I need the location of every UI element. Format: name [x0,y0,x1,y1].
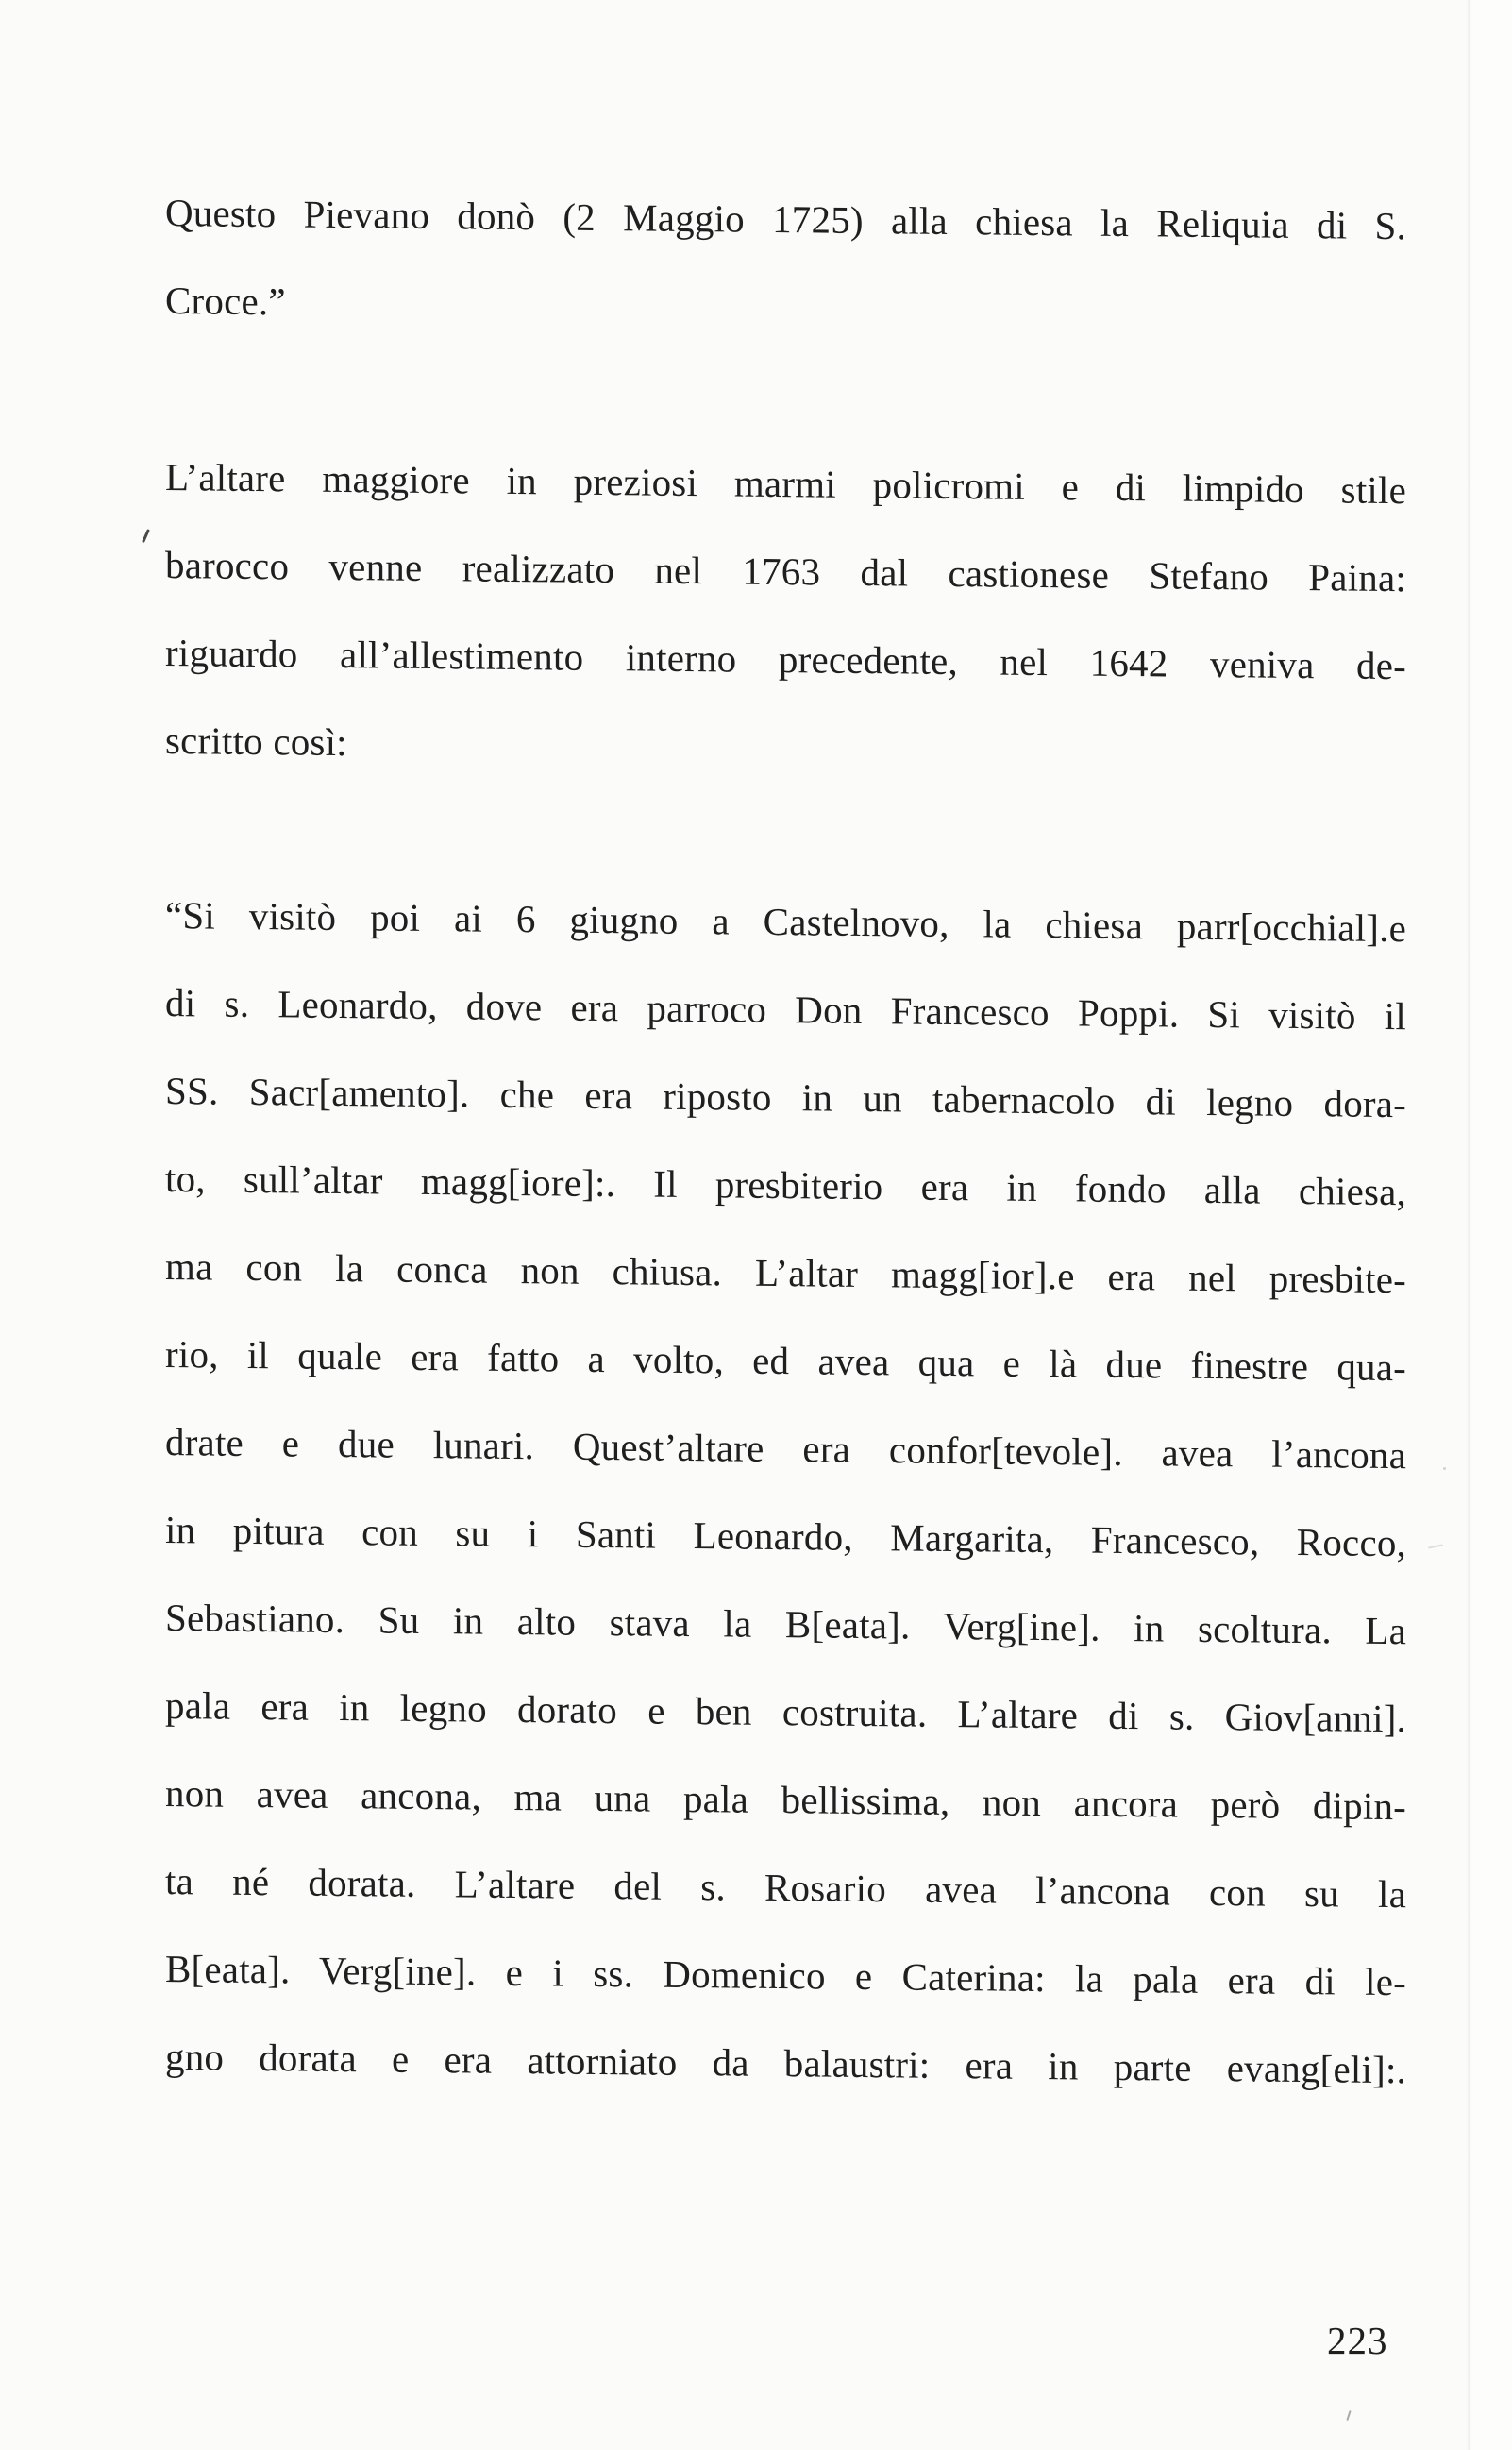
text-line: Sebastiano. Su in alto stava la B[eata]. Verg[ine]. in scoltura. La [165,1596,1406,1653]
text-line: gno dorata e era attorniato da balaustri: era in parte evang[eli]:. [165,2035,1406,2092]
text-line: di s. Leonardo, dove era parroco Don Francesco Poppi. Si visitò il [165,981,1406,1039]
paragraph-3-quote [165,871,1406,2114]
scanned-text-block [165,0,1406,2450]
text-line: riguardo all’allestimento interno precedente, nel 1642 veniva de- [165,631,1406,688]
page-number: 223 [1327,2319,1388,2362]
text-line: ta né dorata. L’altare del s. Rosario avea l’ancona con su la [165,1859,1406,1917]
text-line: non avea ancona, ma una pala bellissima, non ancora però dipin- [165,1771,1406,1829]
paragraph-2 [165,433,1406,798]
text-line: in pitura con su i Santi Leonardo, Margarita, Francesco, Rocco, [165,1508,1406,1565]
text-line: pala era in legno dorato e ben costruita. L’altare di s. Giov[anni]. [165,1683,1406,1741]
text-line: Croce.” [165,279,286,324]
text-line: L’altare maggiore in preziosi marmi policromi e di limpido stile [165,455,1406,513]
text-line: to, sull’altar magg[iore]:. Il presbiterio era in fondo alla chiesa, [165,1157,1406,1214]
text-line: rio, il quale era fatto a volto, ed avea qua e là due finestre qua- [165,1332,1406,1390]
scan-artifact-hair [1428,1544,1443,1548]
text-line: Questo Pievano donò (2 Maggio 1725) alla chiesa la Reliquia di S. [165,191,1406,248]
text-line: scritto così: [165,718,347,765]
text-line: barocco venne realizzato nel 1763 dal castionese Stefano Paina: [165,543,1406,600]
paper-edge [1470,0,1512,2450]
text-line: drate e due lunari. Quest’altare era confor[tevole]. avea l’ancona [165,1420,1406,1478]
scan-artifact-speck [1443,1467,1446,1470]
text-line: ma con la conca non chiusa. L’altar magg[ior].e era nel presbite- [165,1244,1406,1302]
scan-artifact-mark [142,529,149,543]
text-line: “Si visitò poi ai 6 giugno a Castelnovo, la chiesa parr[occhial].e [165,893,1406,951]
text-line: B[eata]. Verg[ine]. e i ss. Domenico e Caterina: la pala era di le- [165,1947,1406,2004]
paragraph-1 [165,169,1406,358]
paper-edge-seam [1467,0,1471,2450]
text-line: SS. Sacr[amento]. che era riposto in un tabernacolo di legno dora- [165,1069,1406,1126]
